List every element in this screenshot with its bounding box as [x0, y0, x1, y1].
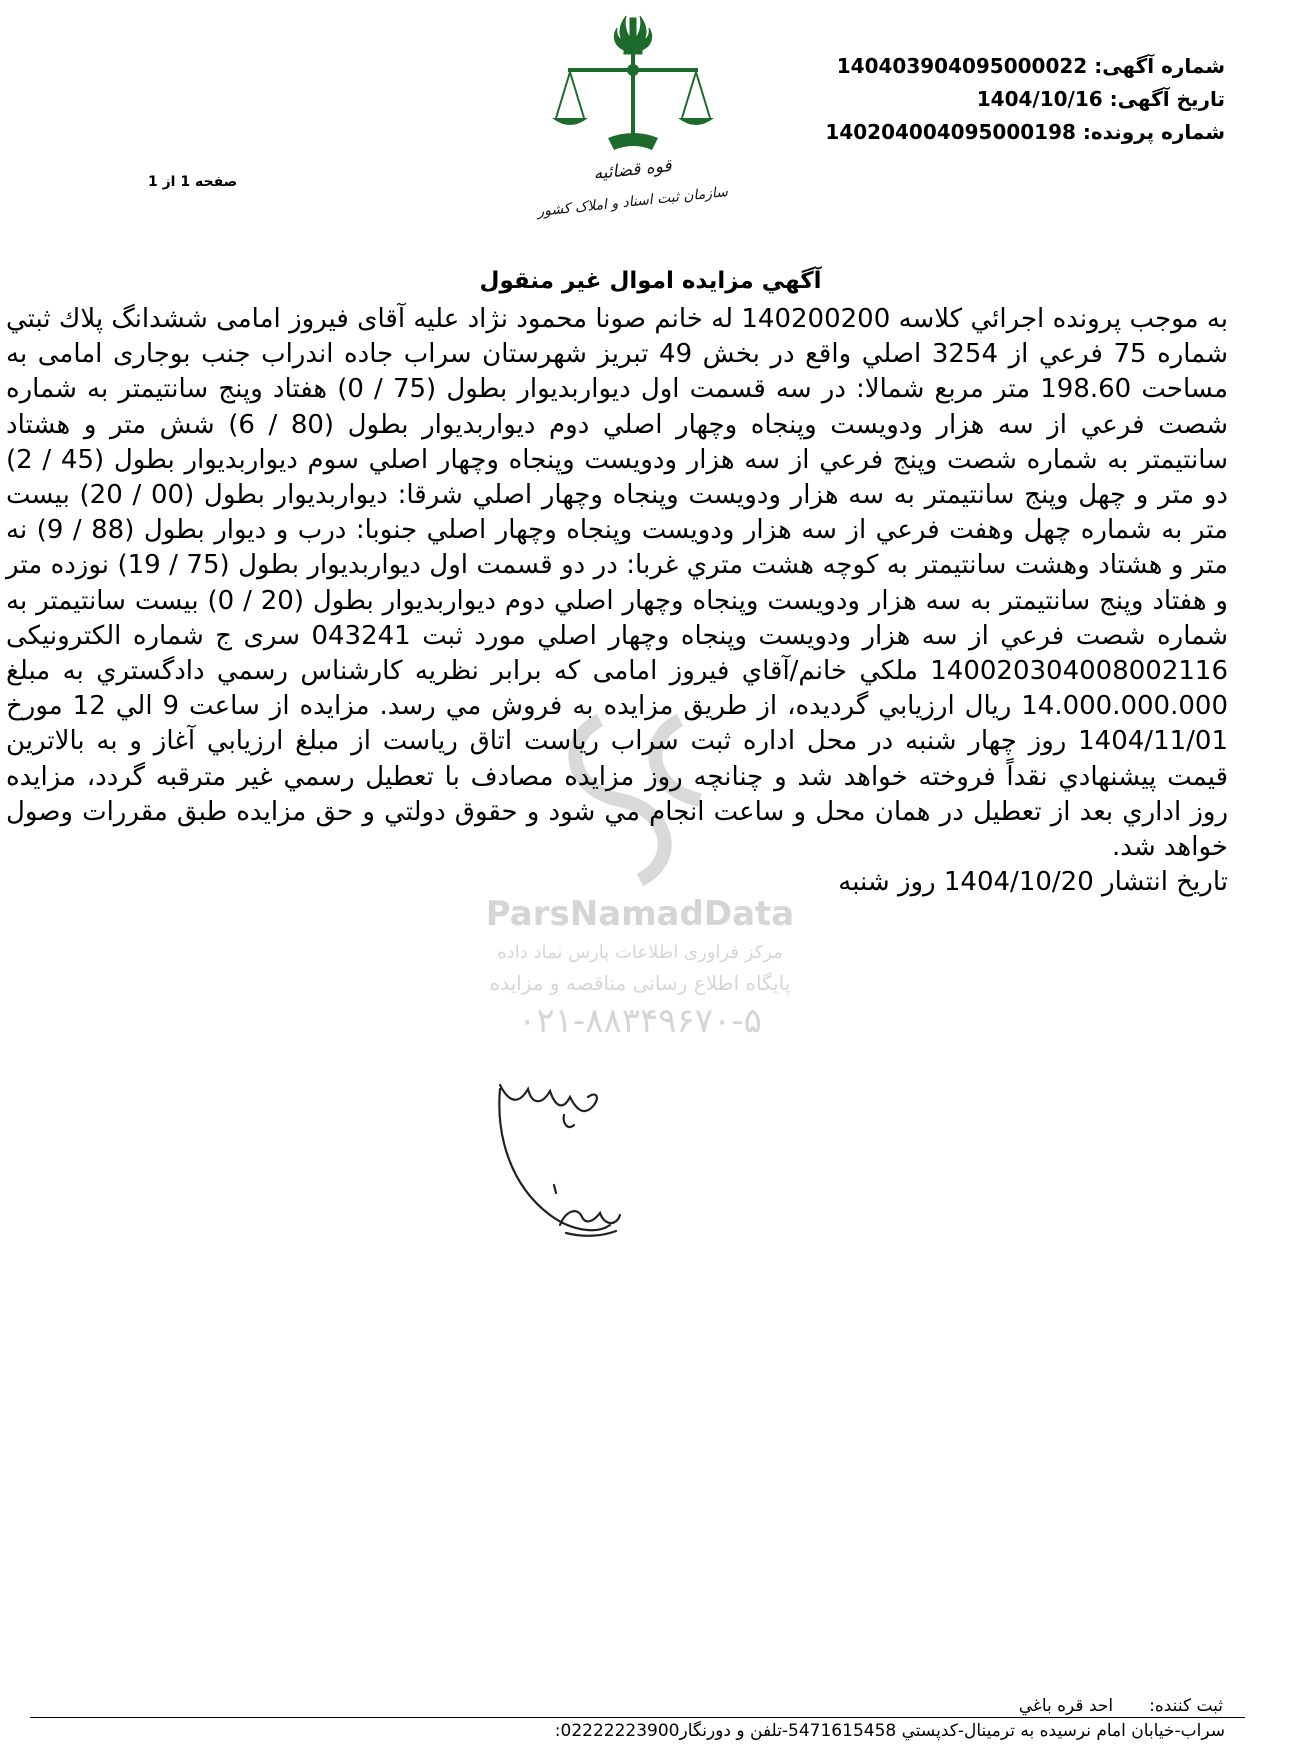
watermark-phone: ۰۲۱-۸۸۳۴۹۶۷۰-۵: [518, 1001, 762, 1041]
notice-title: آگهي مزايده اموال غير منقول: [479, 268, 822, 294]
watermark-brand: ParsNamadData: [485, 894, 795, 934]
footer-address: سراب-خيابان امام نرسيده به ترمينال-كدپستي 5471615458-تلفن و دورنگار02222223900:: [554, 1721, 1225, 1741]
registrar-label: ثبت كننده:: [1149, 1696, 1223, 1716]
signature: [470, 1075, 710, 1265]
page-indicator: صفحه 1 از 1: [148, 174, 238, 190]
watermark-line-1: مرکز فراوری اطلاعات پارس نماد داده: [497, 942, 783, 963]
footer-divider: [30, 1717, 1245, 1718]
case-number: شماره پرونده: 140204004095000198: [825, 120, 1225, 144]
notice-meta: [825, 50, 1225, 149]
emblem-caption-organization: سازمان ثبت اسناد و املاک کشور: [536, 184, 729, 220]
body-paragraph: به موجب پرونده اجرائي كلاسه 140200200 له خانم صونا محمود نژاد علیه آقای فيروز امامی ششدانگ پلاك ثبتي شماره 75 فرعي از 3254 اصلي واقع در بخش 49 تبريز شهرستان سراب جاده اندراب جنب بوجاری امامی به مساحت 198.60 متر مربع شمالا: در سه قسمت اول ديواربديوار بطول (75 / 0) هفتاد وپنج سانتيمتر به شماره شصت فرعي از سه هزار ودويست وپنجاه وچهار اصلي دوم ديواربديوار بطول (80 / 6) شش متر و هشتاد سانتيمتر به شماره شصت وپنج فرعي از سه هزار ودويست وپنجاه وچهار اصلي سوم ديواربديوار بطول (45 / 2) دو متر و چهل وپنج سانتيمتر به سه هزار ودويست وپنجاه وچهار اصلي شرقا: ديواربديوار بطول (00 / 20) بيست متر به شماره چهل وهفت فرعي از سه هزار ودويست وپنجاه وچهار اصلي جنوبا: درب و ديوار بطول (88 / 9) نه متر و هشتاد وهشت سانتيمتر به كوچه هشت متري غربا: در دو قسمت اول ديواربديوار بطول (75 / 19) نوزده متر و هفتاد وپنج سانتيمتر به سه هزار ودويست وپنجاه وچهار اصلي دوم ديواربديوار بطول (20 / 0) بيست سانتيمتر به شماره شصت فرعي از سه هزار ودويست وپنجاه وچهار اصلي مورد ثبت 043241 سری ج شماره الکترونیکی 140020304008002116 ملكي خانم/آقاي فيروز امامی كه برابر نظريه كارشناس رسمي دادگستري به مبلغ 14.000.000.000 ريال ارزيابي گرديده، از طريق مزايده به فروش مي رسد. مزايده از ساعت 9 الي 12 مورخ 1404/11/01 روز چهار شنبه در محل اداره ثبت سراب رياست اتاق رياست از مبلغ ارزيابي آغاز و به بالاترين قيمت پيشنهادي نقداً فروخته خواهد شد و چنانچه روز مزايده مصادف با تعطيل رسمي غير مترقبه گردد، مزايده روز اداري بعد از تعطيل در همان محل و ساعت انجام مي شود و حقوق دولتي و حق مزايده طبق مقررات وصول خواهد شد.: [6, 304, 1229, 863]
watermark-line-2: پایگاه اطلاع رسانی مناقصه و مزایده: [489, 971, 791, 995]
publish-date-line: تاريخ انتشار 1404/10/20 روز شنبه: [838, 867, 1228, 898]
registrar-name: احد قره باغي: [1018, 1696, 1114, 1716]
notice-number: شماره آگهی: 140403904095000022: [836, 54, 1225, 78]
emblem-caption-judiciary: قوه قضائیه: [592, 155, 673, 185]
notice-date: تاریخ آگهی: 1404/10/16: [976, 87, 1225, 111]
judiciary-emblem-icon: [536, 10, 729, 220]
notice-body: [6, 302, 1228, 900]
registrar: [1019, 1696, 1223, 1716]
